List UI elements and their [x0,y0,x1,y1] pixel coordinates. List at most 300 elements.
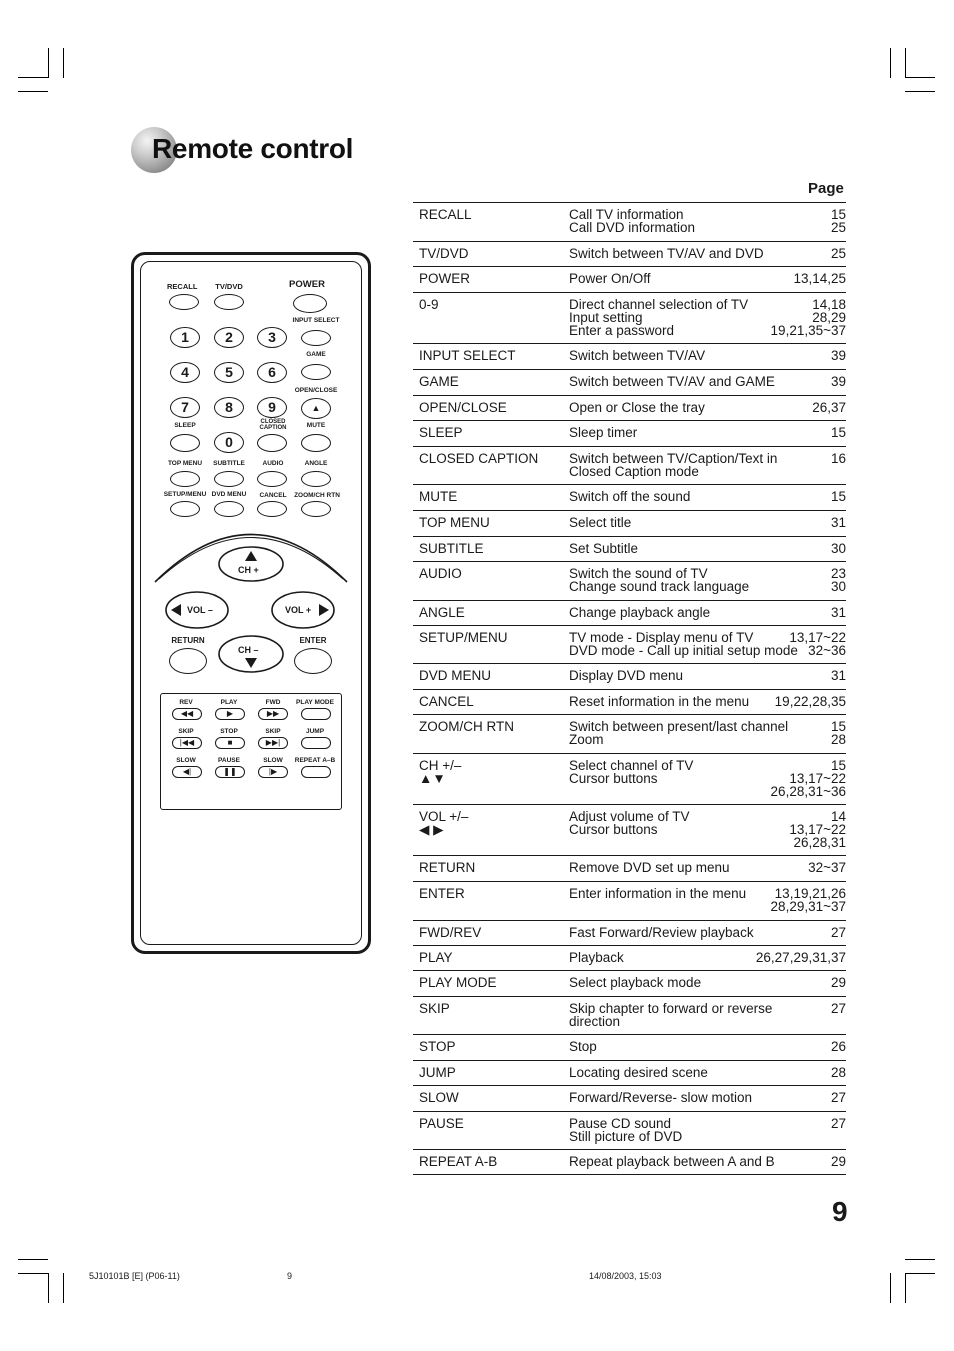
function-name-line: 0-9 [419,297,439,312]
function-name-line: POWER [419,271,471,286]
page-reference-line: 15 [830,758,846,773]
function-description-line: Switch between present/last channel [569,719,789,734]
vol-plus-label: VOL + [285,605,312,615]
function-description [569,720,788,746]
function-description-line: Forward/Reverse- slow motion [569,1090,753,1105]
jump-button[interactable] [301,737,331,749]
page-reference [771,298,846,337]
ch-plus-label: CH + [238,565,259,575]
function-name-line: RETURN [419,860,476,875]
table-row [413,601,846,626]
function-description [569,490,690,503]
page-reference [831,606,846,619]
table-row [413,1086,846,1112]
function-description [569,1155,775,1168]
function-description-line: DVD mode - Call up initial setup mode [569,643,798,658]
function-name-line: ENTER [419,886,465,901]
function-name [419,669,491,682]
function-description [569,452,777,478]
function-description-line: Pause CD sound [569,1116,672,1131]
rewind-icon: ◀◀ [180,709,194,718]
page-reference-line: 13,17~22 [789,822,846,837]
footer-page: 9 [287,1271,293,1281]
setup-menu-label: SETUP/MENU [163,491,207,498]
vol-minus-label: VOL – [187,605,213,615]
repeat-ab-label: REPEAT A–B [294,757,336,764]
function-description-line: Select title [569,515,632,530]
function-description-line: Fast Forward/Review playback [569,925,754,940]
jump-label: JUMP [305,728,325,735]
function-name [419,926,481,939]
closed-label: CLOSED [260,419,286,425]
table-row [413,946,846,971]
open-close-label: OPEN/CLOSE [294,387,338,394]
function-description [569,375,775,388]
play-button[interactable] [215,708,245,720]
function-name [419,1002,450,1015]
function-description [569,669,683,682]
function-description [569,401,705,414]
function-name-line: STOP [419,1039,456,1054]
page-reference-line: 23 [830,566,846,581]
repeat-ab-button[interactable] [301,766,331,778]
page-reference-line: 15 [830,489,846,504]
page-reference [771,759,846,798]
table-row [413,537,846,562]
page-reference-line: 25 [830,220,846,235]
function-name [419,695,474,708]
game-label: GAME [306,351,326,358]
footer-datetime: 14/08/2003, 15:03 [589,1271,662,1281]
table-row [413,1061,846,1086]
function-description-line: Set Subtitle [569,541,639,556]
table-row [413,421,846,447]
page-reference [831,669,846,682]
function-name [419,976,497,989]
mute-label: MUTE [306,422,326,429]
tvdvd-label: TV/DVD [215,282,243,291]
function-description-line: Switch between TV/AV and GAME [569,374,775,389]
stop-icon: ■ [227,738,233,747]
pause-label: PAUSE [218,757,240,764]
page-reference-line: 32~36 [808,643,846,658]
number-8-button[interactable]: 8 [214,397,244,418]
number-1-button[interactable]: 1 [170,327,200,348]
page-reference-line: 13,19,21,26 [774,886,846,901]
page-reference [831,349,846,362]
page-reference-line: 29 [830,1154,846,1169]
function-description [569,951,624,964]
page-reference-line: 15 [830,719,846,734]
page-reference [831,208,846,234]
function-name-line: TV/DVD [419,246,469,261]
return-button[interactable] [169,648,207,674]
page-reference [831,1091,846,1104]
page-number: 9 [832,1196,848,1227]
rev-label: REV [179,699,193,706]
page-reference [831,542,846,555]
page-reference-line: 14 [830,809,846,824]
function-name [419,606,465,619]
function-name [419,1091,459,1104]
page-reference-line: 29 [830,975,846,990]
cancel-label: CANCEL [259,492,287,499]
page-reference [831,516,846,529]
function-name [419,1117,464,1130]
page-title: Remote control [152,133,354,164]
ch-minus-label: CH – [238,645,259,655]
function-name-line: SETUP/MENU [419,630,508,645]
function-description-line: Select playback mode [569,975,702,990]
table-row [413,562,846,601]
function-description [569,272,651,285]
page-reference [831,490,846,503]
skip-back-label: SKIP [178,728,194,735]
function-name-line: SLEEP [419,425,463,440]
function-name [419,452,538,465]
function-name [419,375,459,388]
function-description [569,542,638,555]
function-description-line: Switch between TV/Caption/Text in [569,451,778,466]
function-description-line: Locating desired scene [569,1065,708,1080]
table-row [413,1112,846,1150]
function-description-line: Remove DVD set up menu [569,860,730,875]
page-reference [831,720,846,746]
function-description-line: Adjust volume of TV [569,809,690,824]
table-row [413,267,846,293]
table-row [413,370,846,396]
enter-label: ENTER [299,636,327,645]
function-description-line: Select channel of TV [569,758,694,773]
function-description-line: Display DVD menu [569,668,684,683]
return-label: RETURN [171,636,205,645]
function-name [419,631,508,644]
page-reference-line: 13,17~22 [789,630,846,645]
number-4-button[interactable]: 4 [170,362,200,383]
function-description-line: Still picture of DVD [569,1129,683,1144]
page-reference [831,452,846,465]
table-row [413,754,846,805]
play-mode-button[interactable] [301,708,331,720]
caption-label: CAPTION [259,425,287,431]
function-name-line: ◀ ▶ [419,822,444,837]
number-3-button[interactable]: 3 [257,327,287,348]
page-reference-line: 32~37 [808,860,846,875]
page-reference-line: 30 [830,579,846,594]
table-row [413,921,846,946]
function-description [569,695,749,708]
table-row [413,690,846,715]
function-name [419,567,462,580]
page-reference [789,810,846,849]
enter-button[interactable] [294,648,332,674]
navigation-cluster [131,252,371,692]
page-reference-line: 27 [830,1001,846,1016]
function-description [569,759,693,785]
page-reference [756,951,846,964]
number-2-button[interactable]: 2 [214,327,244,348]
function-description-line: Open or Close the tray [569,400,705,415]
page-reference-line: 19,21,35~37 [770,323,846,338]
table-row [413,344,846,370]
table-row [413,856,846,882]
slow-fwd-label: SLOW [263,757,283,764]
function-name [419,720,514,733]
function-description-line: Call DVD information [569,220,696,235]
function-description [569,426,637,439]
function-name-line: SLOW [419,1090,459,1105]
table-row [413,882,846,921]
function-name-line: ANGLE [419,605,465,620]
page-reference [831,976,846,989]
function-name [419,349,516,362]
input-select-label: INPUT SELECT [292,317,340,324]
page-reference-line: 31 [830,515,846,530]
page-reference-line: 15 [830,425,846,440]
function-description-line: Input setting [569,310,643,325]
recall-label: RECALL [167,282,198,291]
function-name-line: MUTE [419,489,458,504]
page-reference-line: 27 [830,1090,846,1105]
function-description-line: Cursor buttons [569,822,658,837]
table-row [413,447,846,485]
subtitle-label: SUBTITLE [213,460,245,467]
page-reference [831,247,846,260]
page-reference-line: 25 [830,246,846,261]
table-row [413,511,846,537]
function-description-line: Switch between TV/AV and DVD [569,246,764,261]
page-reference-line: 26,37 [812,400,846,415]
function-description [569,1040,597,1053]
skip-back-icon: |◀◀ [179,738,195,747]
page-reference-line: 26,27,29,31,37 [755,950,846,965]
function-name [419,542,484,555]
page-reference-line: 39 [830,374,846,389]
number-0-button[interactable]: 0 [214,432,244,453]
skip-back-button[interactable] [172,737,202,749]
page-reference [831,567,846,593]
function-name [419,298,439,311]
function-description-line: Change playback angle [569,605,711,620]
page-reference [831,1002,846,1015]
page-reference [831,1040,846,1053]
function-description [569,567,749,593]
function-name-line: RECALL [419,207,472,222]
audio-label: AUDIO [262,460,284,467]
page-reference [831,1117,846,1130]
slow-back-label: SLOW [176,757,196,764]
page-reference-line: 26,28,31~36 [770,784,846,799]
function-name [419,887,465,900]
stop-label: STOP [220,728,238,735]
page-reference [831,375,846,388]
table-row [413,203,846,242]
function-name-line: CH +/– [419,758,462,773]
pause-icon: ❚❚ [223,767,237,776]
function-description [569,631,798,657]
top-menu-label: TOP MENU [167,460,203,467]
function-description-line: Repeat playback between A and B [569,1154,775,1169]
function-name [419,401,507,414]
function-name [419,426,463,439]
table-row [413,293,846,344]
table-row [413,396,846,421]
number-5-button[interactable]: 5 [214,362,244,383]
page-reference [831,1066,846,1079]
table-row [413,242,846,267]
function-name-line: JUMP [419,1065,456,1080]
number-7-button[interactable]: 7 [170,397,200,418]
play-mode-label: PLAY MODE [296,699,334,706]
function-description [569,1117,682,1143]
slow-fwd-button[interactable] [258,766,288,778]
function-description [569,926,754,939]
function-name-line: TOP MENU [419,515,490,530]
slow-back-button[interactable] [172,766,202,778]
number-6-button[interactable]: 6 [257,362,287,383]
page-reference [793,272,846,285]
function-description-line: Cursor buttons [569,771,658,786]
function-name [419,247,469,260]
function-description-line: Stop [569,1039,597,1054]
function-description-line: direction [569,1014,621,1029]
function-name-line: CANCEL [419,694,474,709]
function-description-line: Playback [569,950,624,965]
function-description-line: Enter information in the menu [569,886,747,901]
sleep-label: SLEEP [174,422,196,429]
function-description-line: Call TV information [569,207,684,222]
skip-fwd-button[interactable] [258,737,288,749]
page-reference-line: 31 [830,605,846,620]
remote-illustration [131,252,371,954]
table-row [413,805,846,856]
function-name-line: PLAY MODE [419,975,497,990]
function-name-line: VOL +/– [419,809,469,824]
dvd-menu-label: DVD MENU [211,491,247,498]
function-description-line: Change sound track language [569,579,750,594]
function-description-line: Switch off the sound [569,489,691,504]
function-name [419,208,472,221]
page-reference-line: 28 [830,732,846,747]
page-reference-line: 27 [830,1116,846,1131]
function-name-line: REPEAT A-B [419,1154,498,1169]
page-reference-line: 28 [830,1065,846,1080]
function-description-line: Switch between TV/AV [569,348,706,363]
page-reference-line: 26 [830,1039,846,1054]
function-name [419,1066,456,1079]
page-reference-line: 26,28,31 [793,835,846,850]
page-reference-line: 28,29 [812,310,846,325]
function-name-line: SUBTITLE [419,541,484,556]
function-name-line: ZOOM/CH RTN [419,719,514,734]
page-reference-line: 31 [830,668,846,683]
function-description [569,516,631,529]
function-description-line: Switch the sound of TV [569,566,708,581]
function-description [569,606,710,619]
function-description-line: Direct channel selection of TV [569,297,749,312]
function-description [569,1002,772,1028]
function-description-line: Enter a password [569,323,675,338]
page-reference [831,426,846,439]
function-name-line: PAUSE [419,1116,464,1131]
function-description [569,887,746,900]
function-name-line: FWD/REV [419,925,482,940]
function-table [413,202,846,1175]
rev-button[interactable] [172,708,202,720]
page-reference [771,887,846,913]
function-description [569,349,705,362]
function-description-line: Reset information in the menu [569,694,750,709]
function-name [419,490,457,503]
function-description [569,208,695,234]
fwd-button[interactable] [258,708,288,720]
page-reference-line: 15 [830,207,846,222]
function-name-line: PLAY [419,950,453,965]
page-column-header: Page [808,180,844,197]
function-name [419,810,468,836]
page-reference [831,1155,846,1168]
page-reference-line: 27 [830,925,846,940]
page-reference [831,926,846,939]
function-name [419,1155,497,1168]
function-name-line: ▲▼ [419,771,446,786]
function-name [419,272,470,285]
page-reference [812,401,846,414]
skip-fwd-label: SKIP [265,728,281,735]
table-row [413,971,846,997]
function-name [419,516,490,529]
zoom-ch-rtn-label: ZOOM/CH RTN [294,492,340,499]
slow-forward-icon: |▶ [268,767,278,776]
function-name [419,759,461,785]
page-reference-line: 19,22,28,35 [774,694,846,709]
table-row [413,997,846,1035]
function-description [569,1066,708,1079]
eject-icon: ▲ [311,403,321,413]
function-description [569,976,701,989]
skip-forward-icon: ▶▶| [265,738,281,747]
page-reference-line: 28,29,31~37 [770,899,846,914]
function-description [569,247,764,260]
function-name [419,861,475,874]
function-description-line: TV mode - Display menu of TV [569,630,754,645]
function-description-line: Skip chapter to forward or reverse [569,1001,773,1016]
table-row [413,626,846,664]
function-description [569,810,690,836]
table-row [413,715,846,754]
function-name-line: CLOSED CAPTION [419,451,539,466]
slow-reverse-icon: ◀| [182,767,192,776]
footer-code: 5J10101B [E] (P06-11) [89,1271,180,1281]
page-reference-line: 30 [830,541,846,556]
page-reference [808,861,846,874]
fwd-label: FWD [265,699,281,706]
table-row [413,1150,846,1175]
function-description-line: Closed Caption mode [569,464,699,479]
page-reference-line: 13,14,25 [793,271,846,286]
stop-button[interactable] [215,737,245,749]
function-name-line: GAME [419,374,459,389]
function-description [569,861,730,874]
function-description [569,298,748,337]
pause-button[interactable] [215,766,245,778]
page-reference [775,695,846,708]
page-reference-line: 13,17~22 [789,771,846,786]
function-name-line: SKIP [419,1001,450,1016]
function-name-line: DVD MENU [419,668,492,683]
number-9-button[interactable]: 9 [257,397,287,418]
function-name-line: INPUT SELECT [419,348,516,363]
